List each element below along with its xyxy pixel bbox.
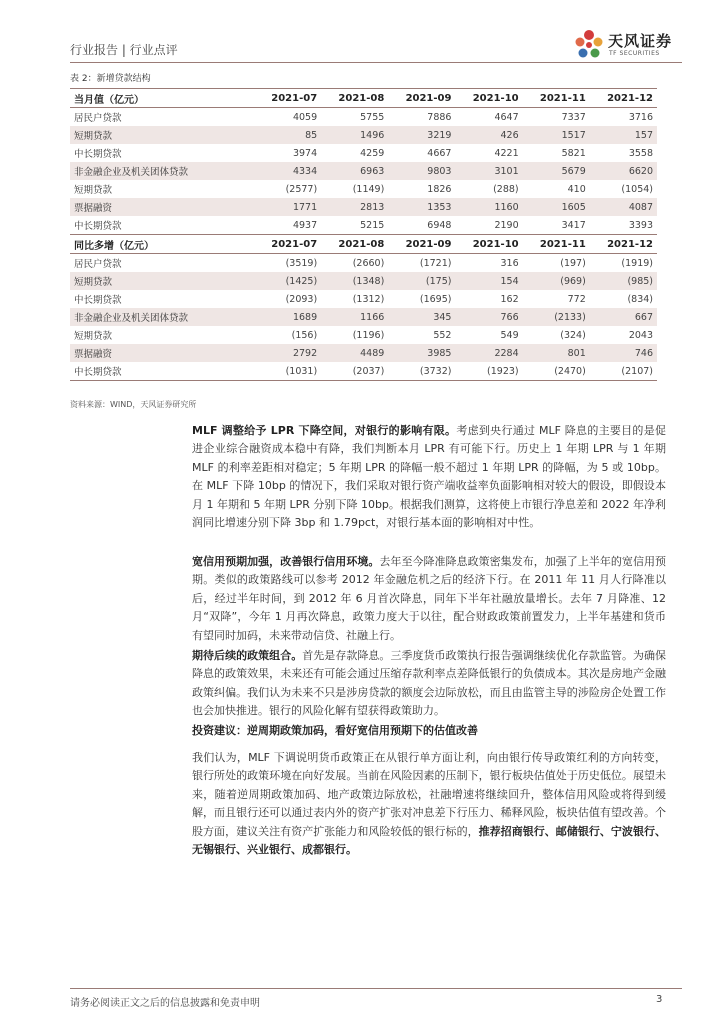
- table-cell: (324): [560, 329, 586, 341]
- table-header-row: [70, 89, 657, 108]
- table-cell: 5821: [561, 147, 586, 159]
- table-cell: 1166: [321, 308, 388, 326]
- table-row: [70, 216, 657, 235]
- row-label: 短期贷款: [74, 185, 113, 196]
- paragraph-policy: [192, 647, 666, 721]
- table-cell: 1353: [388, 198, 455, 216]
- month-header: 2021-12: [590, 89, 657, 108]
- table-row: [70, 326, 657, 344]
- row-label: 非金融企业及机关团体贷款: [70, 308, 254, 326]
- row-label: 非金融企业及机关团体贷款: [70, 162, 254, 180]
- month-header: 2021-12: [590, 235, 657, 254]
- row-label: 中长期贷款: [74, 149, 122, 160]
- table-cell: 410: [567, 183, 586, 195]
- table-cell: 3393: [628, 219, 653, 231]
- table-cell: 9803: [388, 162, 455, 180]
- table-cell: 549: [500, 329, 519, 341]
- table-cell: (1695): [419, 293, 452, 305]
- report-header: 行业报告 | 行业点评: [70, 43, 178, 57]
- paragraph-text: 考虑到央行通过 MLF 降息的主要目的是促进企业综合融资成本稳中有降，我们判断本月 LPR 有可能下行。历史上 1 年期 LPR 与 1 年期 MLF 的利率差距相对稳定；5 年期 LPR 的降幅一般不超过 1 年期 LPR 的降幅，为 5 或 10bp。在 MLF 下降 10bp 的情况下，我们采取对银行资产端收益率负面影响相对较大的假设，即假设本月 1 年期和 5 年期 LPR 分别下降 10bp。根据我们测算，这将使上市银行净息差和 2022 年净利润同比增速分别下降 3bp 和 1.79pct，对银行基本面的影响相对中性。: [192, 424, 666, 530]
- table-cell: (2577): [285, 183, 318, 195]
- table-row: [70, 308, 657, 326]
- brand-logo: [572, 26, 682, 66]
- table-cell: (1312): [352, 293, 385, 305]
- table-cell: 6620: [590, 162, 657, 180]
- table-cell: 4667: [427, 147, 452, 159]
- month-header: 2021-11: [523, 235, 590, 254]
- table-cell: 4059: [292, 111, 318, 123]
- row-label: 中长期贷款: [74, 221, 122, 232]
- table-cell: (2093): [285, 293, 318, 305]
- table-cell: (3519): [285, 257, 318, 269]
- table-cell: 4937: [292, 219, 318, 231]
- table-cell: 1771: [254, 198, 321, 216]
- table-row: [70, 362, 657, 381]
- table-cell: 801: [523, 344, 590, 362]
- table-cell: 3985: [388, 344, 455, 362]
- table-cell: (1149): [352, 183, 385, 195]
- table-caption: 表 2：新增贷款结构: [70, 74, 151, 84]
- table-cell: 1605: [523, 198, 590, 216]
- table-cell: (1348): [321, 272, 388, 290]
- brand-subtitle: TF SECURITIES: [609, 50, 660, 57]
- table-cell: 154: [455, 272, 522, 290]
- table-row: [70, 144, 657, 162]
- paragraph-credit: [192, 553, 666, 645]
- month-header: 2021-07: [254, 235, 321, 254]
- month-header: 2021-10: [455, 235, 522, 254]
- table-cell: 2284: [455, 344, 522, 362]
- table-cell: (1919): [621, 257, 653, 269]
- section2-title: 同比多增（亿元）: [70, 235, 254, 254]
- table-cell: (1031): [254, 362, 321, 381]
- table-cell: 3558: [628, 147, 653, 159]
- table-row: [70, 162, 657, 180]
- table-cell: 316: [500, 257, 519, 269]
- table-cell: 2043: [628, 329, 653, 341]
- table-cell: 6963: [321, 162, 388, 180]
- month-header: 2021-09: [388, 235, 455, 254]
- paragraph-investment: [192, 749, 666, 859]
- paragraph-heading: 期待后续的政策组合。: [192, 649, 303, 662]
- table-cell: (1054): [621, 183, 653, 195]
- table-cell: 7886: [427, 111, 452, 123]
- table-cell: (3732): [388, 362, 455, 381]
- table-cell: (156): [291, 329, 318, 341]
- month-header: 2021-07: [254, 89, 321, 108]
- table-cell: 552: [433, 329, 452, 341]
- row-label: 短期贷款: [70, 272, 254, 290]
- month-header: 2021-10: [455, 89, 522, 108]
- brand-name: 天风证券: [608, 32, 673, 50]
- section1-title: 当月值（亿元）: [70, 89, 254, 108]
- table-cell: (969): [523, 272, 590, 290]
- table-cell: 5215: [360, 219, 385, 231]
- table-cell: 5679: [523, 162, 590, 180]
- month-header: 2021-08: [321, 89, 388, 108]
- table-source: 资料来源：WIND，天风证券研究所: [70, 400, 197, 409]
- month-header: 2021-09: [388, 89, 455, 108]
- table-cell: 1826: [427, 183, 452, 195]
- paragraph-heading: 宽信用预期加强，改善银行信用环境。: [192, 555, 380, 568]
- month-header: 2021-11: [523, 89, 590, 108]
- row-label: 票据融资: [70, 198, 254, 216]
- table-cell: (2037): [321, 362, 388, 381]
- table-cell: 3417: [561, 219, 586, 231]
- table-row: [70, 254, 657, 273]
- table-cell: 4087: [590, 198, 657, 216]
- footer-divider: [70, 988, 682, 989]
- header-divider: [70, 62, 682, 63]
- table-cell: 1160: [455, 198, 522, 216]
- table-cell: 3974: [292, 147, 318, 159]
- month-header: 2021-08: [321, 235, 388, 254]
- page-number: 3: [656, 994, 663, 1005]
- table-cell: (197): [560, 257, 586, 269]
- pinwheel-logo-icon: [572, 28, 606, 62]
- table-cell: (2660): [352, 257, 385, 269]
- table-cell: 3716: [628, 111, 653, 123]
- table-cell: 426: [455, 126, 522, 144]
- table-cell: 85: [254, 126, 321, 144]
- table-cell: 5755: [360, 111, 385, 123]
- table-cell: 1496: [321, 126, 388, 144]
- paragraph-text: 我们认为，MLF 下调说明货币政策正在从银行单方面让利，向由银行传导政策红利的方向转变，银行所处的政策环境在向好发展。当前在风险因素的压制下，银行板块估值处于历史低位。展望未来，随着逆周期政策加码、地产政策边际放松，社融增速将继续回升，整体信用风险或将得到缓解，而且银行还可以通过表内外的资产扩张对冲息差下行压力、稀释风险，板块估值有望改善。个股方面，建议关注有资产扩张能力和风险较低的银行标的，: [192, 751, 666, 838]
- table-row: [70, 126, 657, 144]
- table-row: [70, 272, 657, 290]
- paragraph-mlf: [192, 422, 666, 532]
- table-cell: 7337: [561, 111, 586, 123]
- table-cell: (2107): [590, 362, 657, 381]
- table-cell: 2813: [321, 198, 388, 216]
- table-cell: 772: [567, 293, 586, 305]
- table-cell: 4647: [494, 111, 519, 123]
- paragraph-heading: MLF 调整给予 LPR 下降空间，对银行的影响有限。: [192, 424, 457, 437]
- table-cell: 6948: [427, 219, 452, 231]
- paragraph-text: 去年至今降准降息政策密集发布，加强了上半年的宽信用预期。类似的政策路线可以参考 2012 年金融危机之后的经济下行。在 2011 年 11 月人行降准以后，经过半年时间，到 2012 年 6 月首次降息，同年下半年社融放量增长。去年 7 月降准、12 月“双降”，今年 1 月再次降息，政策力度大于以往，配合财政政策前置发力，上半年基建和货币有望同时加码，未来带动信贷、社融上行。: [192, 555, 666, 642]
- section-heading: 投资建议：逆周期政策加码，看好宽信用预期下的估值改善: [192, 724, 478, 737]
- table-cell: 2792: [254, 344, 321, 362]
- row-label: 短期贷款: [74, 331, 113, 342]
- table-cell: (2133): [523, 308, 590, 326]
- table-row: [70, 290, 657, 308]
- table-row: [70, 198, 657, 216]
- table-cell: (834): [627, 293, 653, 305]
- table-header-row: [70, 235, 657, 254]
- recommendation-text: 推荐招商银行、邮储银行、宁波银行、无锡银行、兴业银行、成都银行。: [192, 824, 667, 857]
- table-cell: 766: [455, 308, 522, 326]
- table-cell: 667: [590, 308, 657, 326]
- table-cell: (1721): [419, 257, 452, 269]
- row-label: 居民户贷款: [74, 259, 122, 270]
- table-cell: 2190: [494, 219, 519, 231]
- table-cell: 157: [590, 126, 657, 144]
- loan-structure-table: [70, 88, 657, 381]
- table-cell: 3101: [455, 162, 522, 180]
- table-cell: (175): [388, 272, 455, 290]
- footer-disclaimer: 请务必阅读正文之后的信息披露和免责申明: [70, 998, 260, 1009]
- row-label: 票据融资: [70, 344, 254, 362]
- investment-heading: [192, 722, 666, 740]
- paragraph-text: 首先是存款降息。三季度货币政策执行报告强调继续优化存款监管。为确保降息的政策效果，未来还有可能会通过压缩存款利率点差降低银行的负债成本。其次是房地产金融政策纠偏。我们认为未来不只是涉房贷款的额度会边际放松，而且由监管主导的涉险房企处置工作也会加快推进。银行的风险化解有望获得政策助力。: [192, 649, 667, 718]
- table-row: [70, 344, 657, 362]
- row-label: 中长期贷款: [70, 362, 254, 381]
- table-cell: 1517: [523, 126, 590, 144]
- table-cell: 3219: [388, 126, 455, 144]
- row-label: 短期贷款: [70, 126, 254, 144]
- table-cell: (985): [590, 272, 657, 290]
- table-cell: 345: [388, 308, 455, 326]
- table-row: [70, 180, 657, 198]
- table-cell: (1923): [455, 362, 522, 381]
- row-label: 中长期贷款: [74, 295, 122, 306]
- row-label: 居民户贷款: [74, 113, 122, 124]
- table-cell: (1425): [254, 272, 321, 290]
- table-cell: 4334: [254, 162, 321, 180]
- table-cell: 1689: [254, 308, 321, 326]
- table-cell: (288): [493, 183, 519, 195]
- table-cell: (1196): [352, 329, 385, 341]
- table-cell: 746: [590, 344, 657, 362]
- table-row: [70, 108, 657, 127]
- table-cell: 162: [500, 293, 519, 305]
- table-cell: (2470): [523, 362, 590, 381]
- table-cell: 4221: [494, 147, 519, 159]
- table-cell: 4489: [321, 344, 388, 362]
- table-cell: 4259: [360, 147, 385, 159]
